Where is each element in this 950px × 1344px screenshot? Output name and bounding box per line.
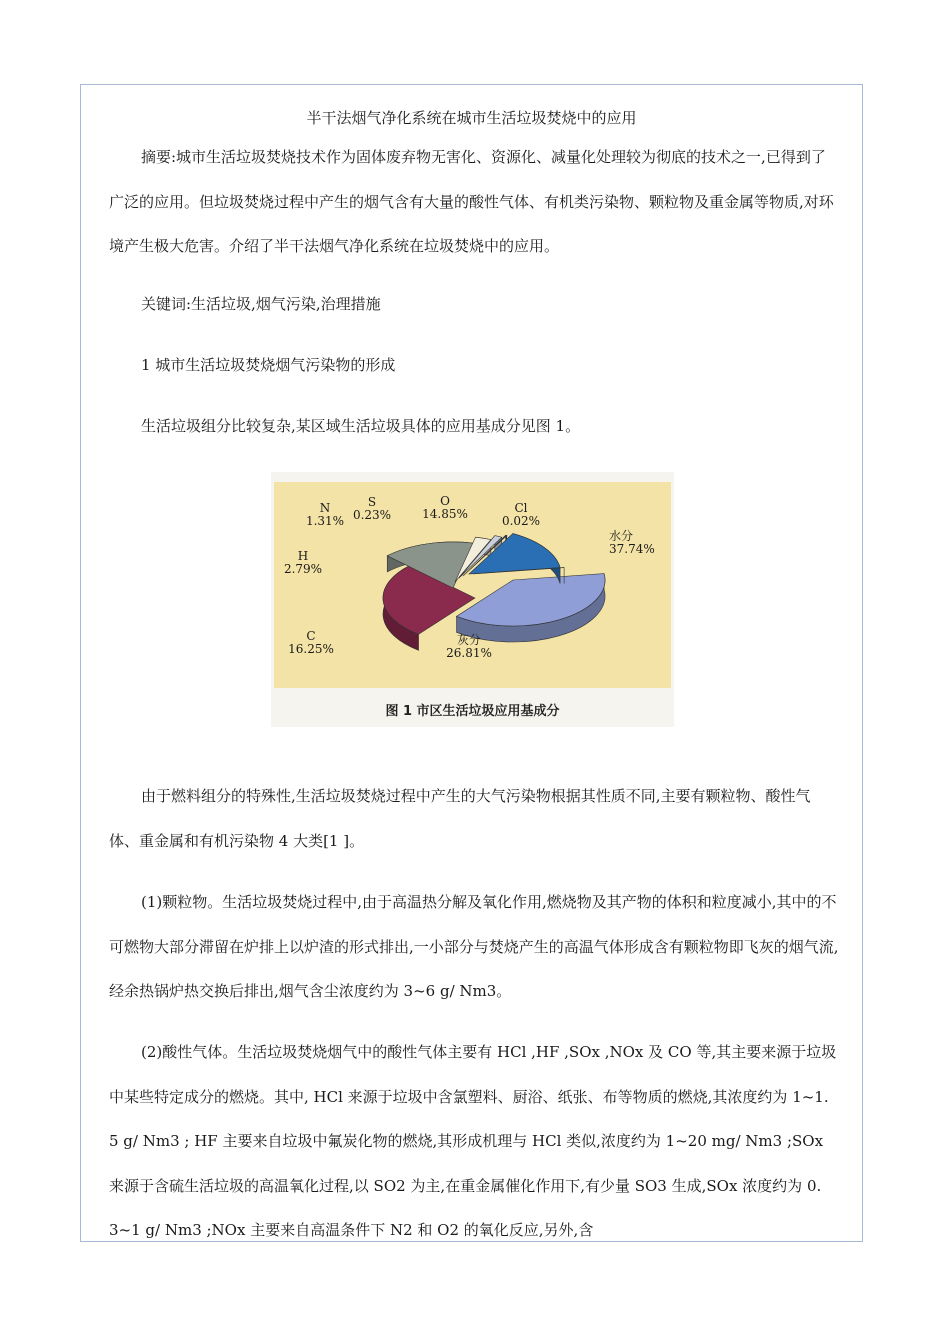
section-heading: 1 城市生活垃圾焚烧烟气污染物的形成	[141, 356, 396, 374]
figure-caption: 图 1 市区生活垃圾应用基成分	[385, 704, 560, 719]
pollutants-paragraph: 由于燃料组分的特殊性,生活垃圾焚烧过程中产生的大气污染物根据其性质不同,主要有颗粒物、酸性气体、重金属和有机污染物 4 大类[1 ]。	[109, 787, 811, 850]
keywords-line: 关键词:生活垃圾,烟气污染,治理措施	[141, 295, 381, 313]
slice-value-label: 2.79%	[283, 562, 323, 576]
slice-label: 水分	[609, 529, 634, 543]
document-title: 半干法烟气净化系统在城市生活垃圾焚烧中的应用	[306, 109, 637, 127]
slice-value-label: 26.81%	[446, 646, 492, 660]
slice-value-label: 16.25%	[288, 642, 334, 656]
particles-paragraph: (1)颗粒物。生活垃圾焚烧过程中,由于高温热分解及氧化作用,燃烧物及其产物的体积和粒度减小,其中的不可燃物大部分滞留在炉排上以炉渣的形式排出,一小部分与焚烧产生的高温气体形成含有颗粒物即飞灰的烟气流,经余热锅炉热交换后排出,烟气含尘浓度约为 3~6 g/ Nm3。	[109, 893, 839, 1000]
figure-1	[271, 472, 674, 727]
document-frame	[80, 84, 863, 1242]
slice-value-label: 14.85%	[422, 507, 468, 521]
slice-value-label: 0.02%	[501, 514, 541, 528]
pie-chart	[271, 472, 674, 697]
slice-value-label: 37.74%	[609, 542, 655, 556]
slice-value-label: 0.23%	[352, 508, 392, 522]
slice-label: O	[440, 494, 450, 508]
abstract-paragraph: 摘要:城市生活垃圾焚烧技术作为固体废弃物无害化、资源化、减量化处理较为彻底的技术之一,已得到了广泛的应用。但垃圾焚烧过程中产生的烟气含有大量的酸性气体、有机类污染物、颗粒物及重金属等物质,对环境产生极大危害。介绍了半干法烟气净化系统在垃圾焚烧中的应用。	[109, 148, 834, 255]
intro-sentence: 生活垃圾组分比较复杂,某区域生活垃圾具体的应用基成分见图 1。	[141, 417, 581, 435]
slice-label: S	[367, 495, 377, 509]
slice-label: Cl	[514, 501, 528, 515]
acid-gas-paragraph: (2)酸性气体。生活垃圾焚烧烟气中的酸性气体主要有 HCl ,HF ,SOx ,NOx 及 CO 等,其主要来源于垃圾中某些特定成分的燃烧。其中, HCl 来源于垃圾中含氯塑料、厨浴、纸张、布等物质的燃烧,其浓度约为 1~1. 5 g/ Nm3 ; HF 主要来自垃圾中氟炭化物的燃烧,其形成机理与 HCl 类似,浓度约为 1~20 mg/ Nm3 ;SOx 来源于含硫生活垃圾的高温氧化过程,以 SO2 为主,在重金属催化作用下,有少量 SO3 生成,SOx 浓度约为 0. 3~1 g/ Nm3 ;NOx 主要来自高温条件下 N2 和 O2 的氧化反应,另外,含	[109, 1043, 837, 1239]
slice-label: 灰分	[456, 633, 482, 647]
slice-label: H	[297, 549, 309, 563]
slice-label: N	[319, 501, 331, 515]
slice-label: C	[306, 629, 316, 643]
slice-value-label: 1.31%	[305, 514, 345, 528]
